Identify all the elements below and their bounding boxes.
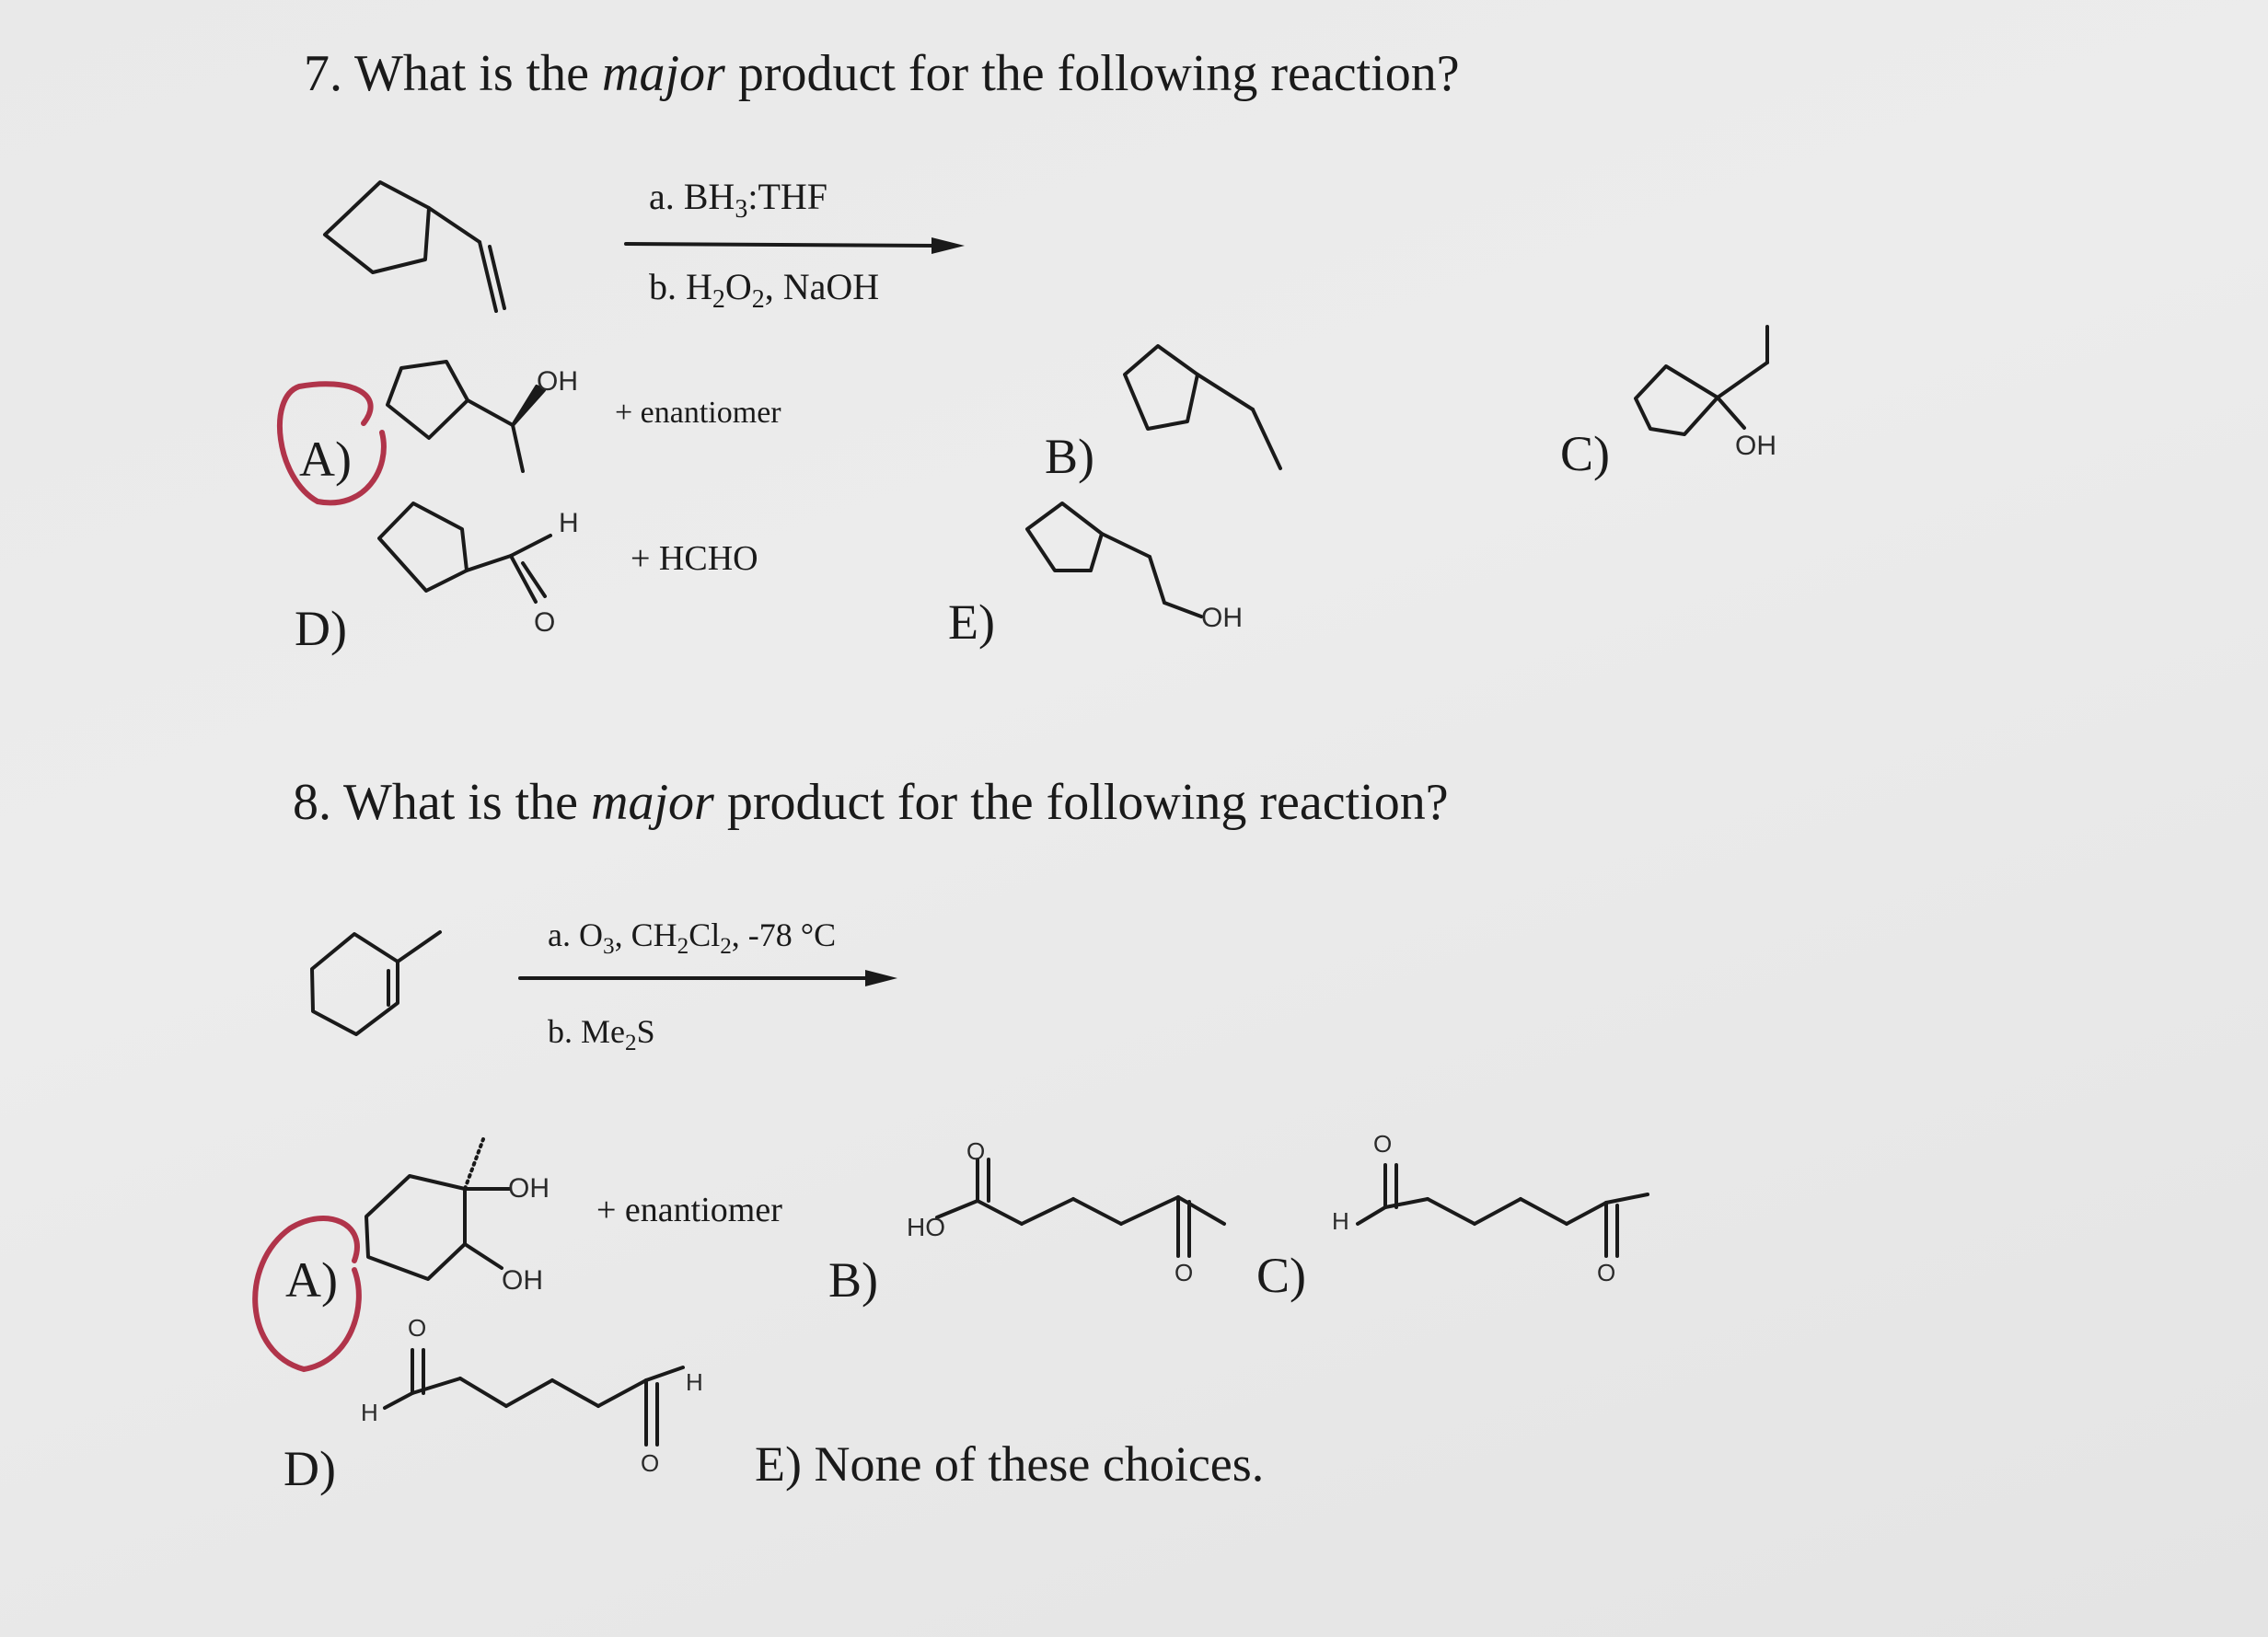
q7-reagent-b: b. $H_2O_2$, NaOH [649,266,880,314]
q7-option-c-label[interactable]: C) [1560,426,1610,481]
q8-option-a-extra: + enantiomer [596,1191,782,1229]
q8-option-d-label[interactable]: D) [284,1441,336,1496]
q8-option-d-h1: H [361,1399,378,1426]
q8-prefix: What is the [343,774,579,831]
q7-option-b-label[interactable]: B) [1045,429,1094,484]
q7-number: 7. [304,45,342,102]
q8-emphasis: major [591,774,714,831]
q8-option-d-h2: H [686,1368,703,1396]
q7-emphasis: major [602,45,725,102]
q7-reaction-arrow [626,237,965,254]
q8-option-a-structure [366,1139,510,1279]
q8-reagent-b: b. $Me_2S$ [548,1013,655,1056]
q8-option-a-label[interactable]: A) [285,1252,338,1308]
q8-reaction-arrow [520,970,897,986]
q8-option-c-structure [1358,1165,1648,1256]
q7-option-e-oh: OH [1201,603,1243,633]
q7-option-b-structure [1125,346,1280,468]
q8-option-b-ho: HO [907,1213,945,1241]
q8-option-c-o1: O [1373,1130,1393,1158]
q7-option-d-structure [379,503,550,602]
q7-option-e-label[interactable]: E) [948,594,995,650]
q7-reagent-a: a. $BH_3:THF$ [649,176,828,224]
q7-option-d-h: H [559,508,579,538]
q8-option-d-o2: O [641,1449,660,1477]
q8-option-a-oh1: OH [508,1173,550,1204]
q8-option-b-structure [937,1159,1224,1256]
q7-option-c-oh: OH [1735,431,1776,461]
q7-suffix: product for the following reaction? [737,45,1460,102]
q8-option-d-structure [385,1350,683,1445]
q8-number: 8. [293,774,331,831]
q8-option-a-oh2: OH [502,1265,543,1296]
q7-starting-material [325,182,504,311]
q8-option-c-label[interactable]: C) [1256,1248,1306,1303]
q7-option-c-structure [1636,327,1767,434]
q8-reagent-a: a. $O_3$, $CH_2Cl_2$, -78 °C [548,916,837,960]
q7-option-a-extra: + enantiomer [615,396,781,430]
q7-option-e-structure [1027,503,1201,617]
q7-option-a-oh: OH [537,366,578,397]
q7-question [304,44,1460,103]
q8-option-b-label[interactable]: B) [828,1252,878,1308]
q7-option-a-label[interactable]: A) [299,432,352,487]
q7-prefix: What is the [354,45,590,102]
q8-suffix: product for the following reaction? [726,774,1449,831]
q8-option-c-h: H [1332,1207,1349,1235]
q8-option-c-o2: O [1597,1259,1616,1286]
q8-option-e-label[interactable]: E) None of these choices. [755,1436,1265,1492]
q7-option-d-label[interactable]: D) [295,601,347,656]
q8-starting-material [312,932,440,1034]
q8-option-b-o2: O [1174,1259,1194,1286]
q8-option-d-o1: O [408,1314,427,1342]
q7-option-d-o: O [534,607,556,638]
q7-option-a-structure [388,362,544,471]
q7-option-d-extra: + HCHO [631,539,758,578]
q8-question [293,773,1449,832]
q8-option-b-o1: O [966,1137,986,1165]
